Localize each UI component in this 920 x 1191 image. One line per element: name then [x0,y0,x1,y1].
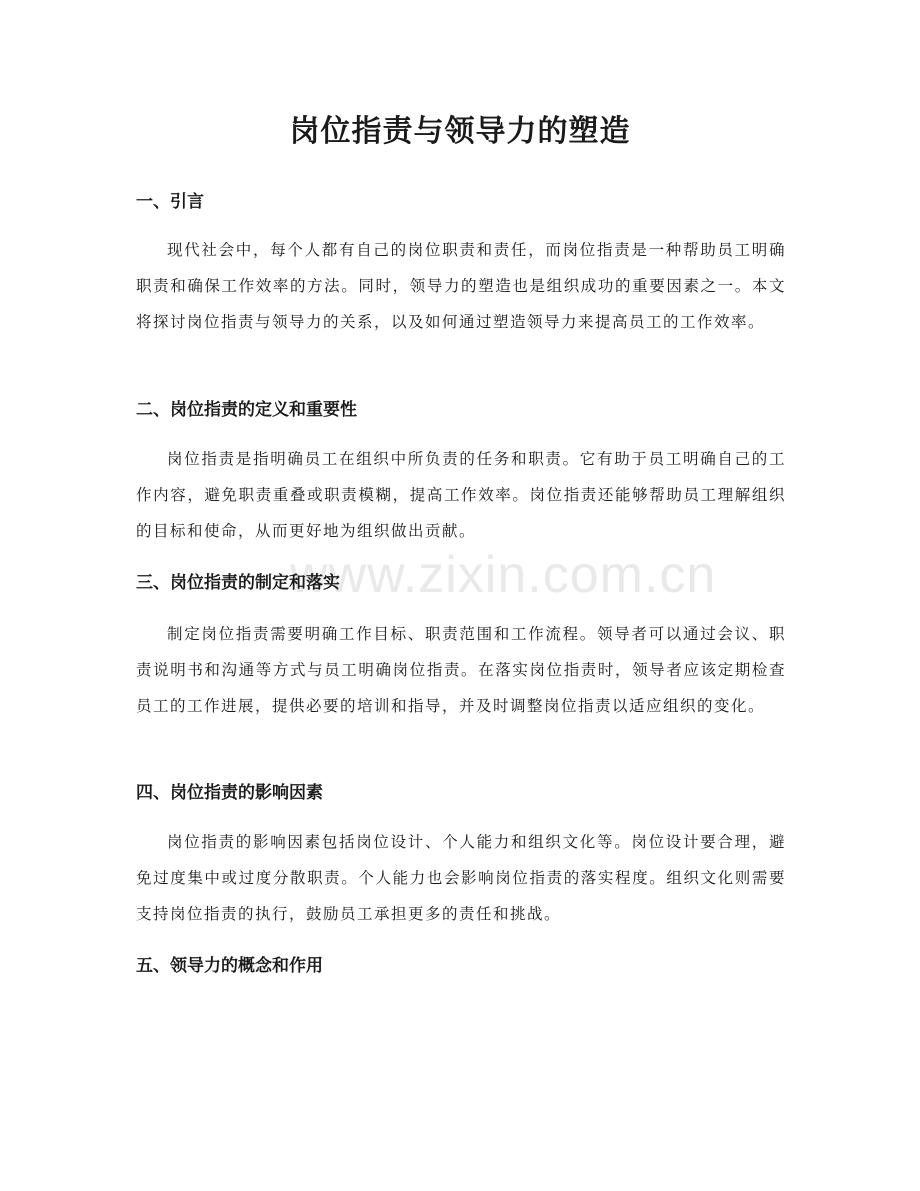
section-heading-leadership: 五、领导力的概念和作用 [136,956,323,976]
watermark: www.zixin.com.cn [290,546,717,604]
section-heading-factors: 四、岗位指责的影响因素 [136,783,323,803]
page-title: 岗位指责与领导力的塑造 [289,114,631,149]
section-paragraph-factors: 岗位指责的影响因素包括岗位设计、个人能力和组织文化等。岗位设计要合理，避免过度集中或过度分散职责。个人能力也会影响岗位指责的落实程度。组织文化则需要支持岗位指责的执行，鼓励员工承担更多的责任和挑战。 [136,833,786,923]
section-heading-implementation: 三、岗位指责的制定和落实 [136,573,340,593]
section-heading-definition: 二、岗位指责的定义和重要性 [136,400,357,420]
section-paragraph-definition: 岗位指责是指明确员工在组织中所负责的任务和职责。它有助于员工明确自己的工作内容，避免职责重叠或职责模糊，提高工作效率。岗位指责还能够帮助员工理解组织的目标和使命，从而更好地为组织做出贡献。 [136,450,786,540]
section-paragraph-intro: 现代社会中，每个人都有自己的岗位职责和责任，而岗位指责是一种帮助员工明确职责和确保工作效率的方法。同时，领导力的塑造也是组织成功的重要因素之一。本文将探讨岗位指责与领导力的关系，以及如何通过塑造领导力来提高员工的工作效率。 [136,241,786,331]
section-paragraph-implementation: 制定岗位指责需要明确工作目标、职责范围和工作流程。领导者可以通过会议、职责说明书和沟通等方式与员工明确岗位指责。在落实岗位指责时，领导者应该定期检查员工的工作进展，提供必要的培训和指导，并及时调整岗位指责以适应组织的变化。 [136,625,786,715]
section-heading-intro: 一、引言 [136,192,204,212]
